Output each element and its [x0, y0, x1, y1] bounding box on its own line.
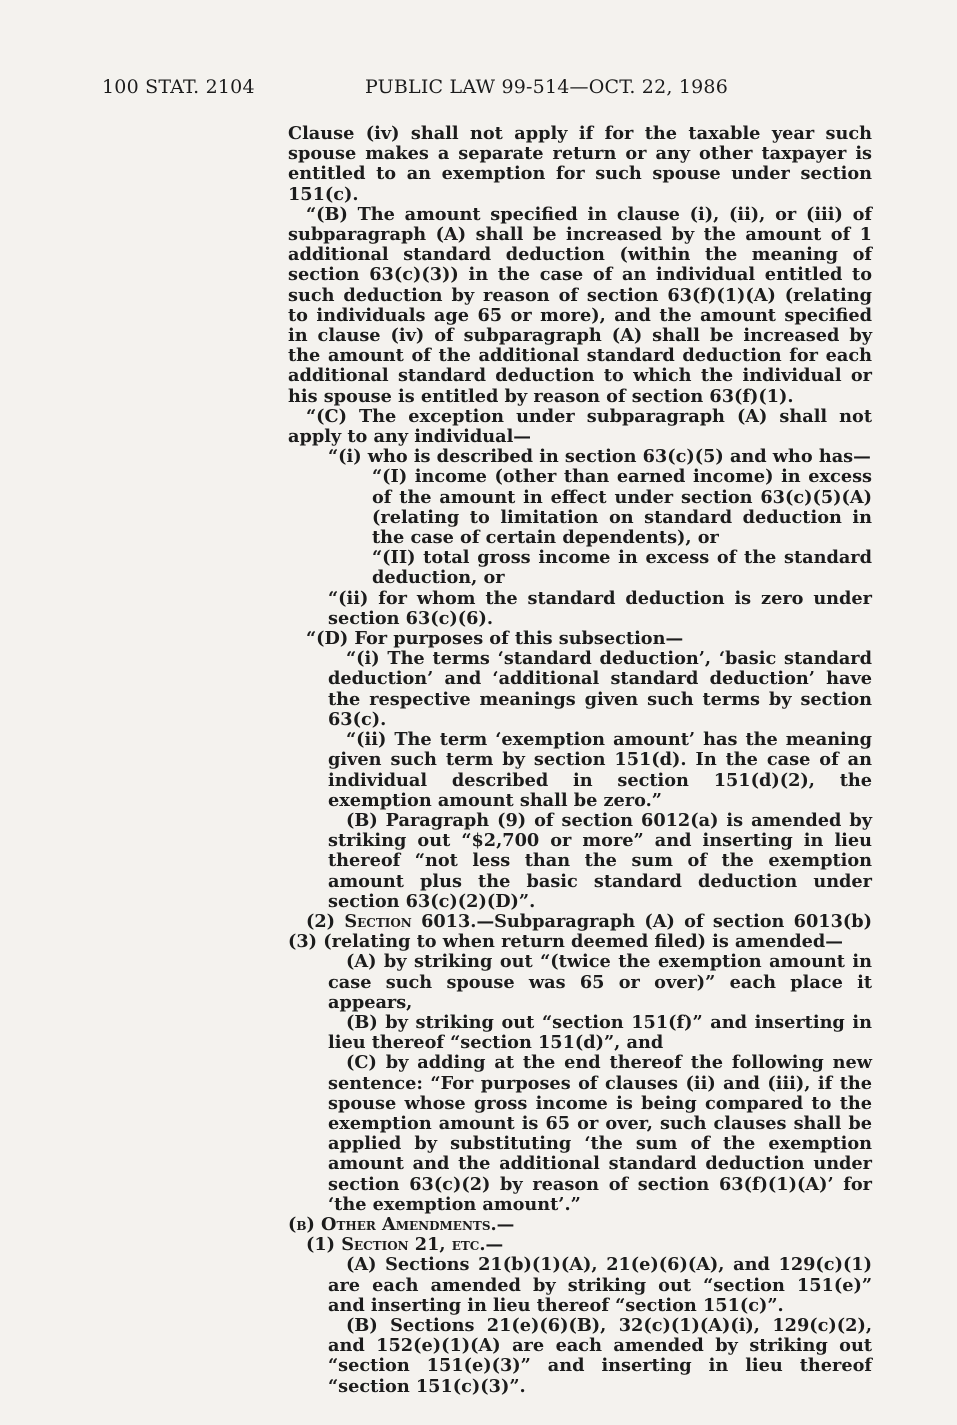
subclause-ii: “(II) total gross income in excess of the standard deduction, or — [372, 547, 872, 589]
subparagraph-d: “(D) For purposes of this subsection— — [306, 628, 684, 650]
amendment-a: (A) by striking out “(twice the exemption amount in case such spouse was 65 or over)” each place it appears, — [328, 951, 872, 1013]
section-6013-heading: Section 6013. — [344, 910, 477, 932]
section-6013-text: —Subparagraph (A) of section 6013(b)(3) (relating to when return deemed filed) is amended— — [288, 910, 873, 953]
subparagraph-c: “(C) The exception under subparagraph (A) shall not apply to any individual— — [288, 405, 872, 448]
section-6013-amendment — [288, 912, 872, 952]
subclause-i: “(I) income (other than earned income) in excess of the amount in effect under section 63(c)(5)(A) (relating to limitation on standard deduction in the case of certain dependents), or — [372, 466, 872, 549]
paragraph-b-6012: (B) Paragraph (9) of section 6012(a) is amended by striking out “$2,700 or more” and inserting in lieu thereof “not less than the sum of the exemption amount plus the basic standard deduction under section 63(c)(2)(D)”. — [328, 809, 872, 912]
amendment-c: (C) by adding at the end thereof the following new sentence: “For purposes of clauses (ii) and (iii), if the spouse whose gross income is being compared to the exemption amount is 65 or over, such clauses shall be applied by substituting ‘the sum of the exemption amount and the additional standard deduction under section 63(c)(2) by reason of section 63(f)(1)(A)’ for ‘the exemption amount’.” — [328, 1052, 872, 1215]
clause-c-ii: “(ii) for whom the standard deduction is zero under section 63(c)(6). — [328, 587, 872, 629]
section-21-a: (A) Sections 21(b)(1)(A), 21(e)(6)(A), and 129(c)(1) are each amended by striking out “section 151(e)” and inserting in lieu thereof “section 151(c)”. — [328, 1254, 872, 1316]
statute-page-number: 100 STAT. 2104 — [102, 76, 255, 98]
clause-d-ii: “(ii) The term ‘exemption amount’ has the meaning given such term by section 151(d). In the case of an individual described in section 151(d)(2), the exemption amount shall be zero.” — [328, 729, 872, 811]
clause-iv-note: Clause (iv) shall not apply if for the taxable year such spouse makes a separate return or any other taxpayer is entitled to an exemption for such spouse under section 151(c). — [288, 123, 872, 205]
law-citation: PUBLIC LAW 99-514—OCT. 22, 1986 — [365, 76, 729, 98]
amendment-b: (B) by striking out “section 151(f)” and inserting in lieu thereof “section 151(d)”, and — [328, 1011, 872, 1054]
section-21-b: (B) Sections 21(e)(6)(B), 32(c)(1)(A)(i), 129(c)(2), and 152(e)(1)(A) are each amended by striking out “section 151(e)(3)” and inserting in lieu thereof “section 151(c)(3)”. — [328, 1314, 872, 1397]
other-amendments-heading: (b) Other Amendments.— — [288, 1213, 515, 1235]
section-21-heading: (1) Section 21, etc.— — [306, 1234, 504, 1256]
subparagraph-b: “(B) The amount specified in clause (i), (ii), or (iii) of subparagraph (A) shall be increased by the amount of 1 additional standard deduction (within the meaning of section 63(c)(3)) in the case of an individual entitled to such deduction by reason of section 63(f)(1)(A) (relating to individuals age 65 or more), and the amount specified in clause (iv) of subparagraph (A) shall be increased by the amount of the additional standard deduction for each additional standard deduction to which the individual or his spouse is entitled by reason of section 63(f)(1). — [288, 203, 872, 407]
clause-c-i: “(i) who is described in section 63(c)(5) and who has— — [328, 446, 871, 468]
statute-text — [288, 124, 872, 1397]
clause-d-i: “(i) The terms ‘standard deduction’, ‘basic standard deduction’ and ‘additional standard deduction’ have the respective meanings given such terms by section 63(c). — [328, 648, 872, 730]
section-6013-prefix: (2) — [306, 910, 345, 932]
page-header — [102, 76, 837, 106]
